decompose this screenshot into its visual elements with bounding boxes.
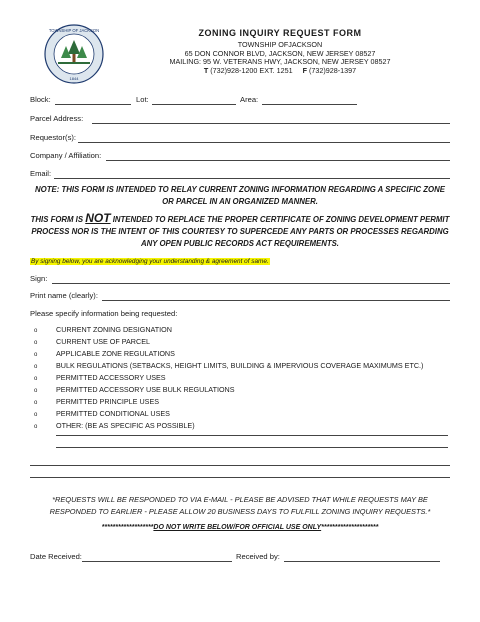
other-line-4[interactable] — [30, 477, 450, 478]
received-by-label: Received by: — [236, 552, 283, 561]
print-name-field[interactable] — [102, 300, 450, 301]
bullet-icon: o — [34, 328, 38, 334]
street-address: 65 DON CONNOR BLVD, JACKSON, NEW JERSEY 08527 — [184, 48, 376, 58]
main-notice-not: NOT — [85, 211, 111, 225]
township-seal — [44, 24, 104, 84]
parcel-address-label: Parcel Address: — [30, 114, 86, 123]
seal-year: 1844 — [69, 76, 79, 81]
option-label: APPLICABLE ZONE REGULATIONS — [56, 349, 175, 358]
lot-label: Lot: — [136, 95, 151, 104]
bullet-icon: o — [34, 364, 38, 370]
main-notice — [30, 212, 450, 250]
option-label: OTHER: (BE AS SPECIFIC AS POSSIBLE) — [56, 421, 195, 430]
option-item[interactable] — [34, 408, 423, 420]
option-label: BULK REGULATIONS (SETBACKS, HEIGHT LIMITS, BUILDING & IMPERVIOUS COVERAGE MAXIMUMS ETC.) — [56, 361, 424, 370]
option-item[interactable] — [34, 324, 423, 336]
contact-line — [130, 67, 430, 76]
specify-label: Please specify information being requested: — [30, 309, 178, 318]
option-label: PERMITTED CONDITIONAL USES — [56, 409, 170, 418]
mailing-address: MAILING: 95 W. VETERANS HWY, JACKSON, NEW JERSEY 08527 — [169, 57, 391, 67]
option-item[interactable] — [34, 336, 423, 348]
option-label: PERMITTED ACCESSORY USES — [56, 373, 166, 382]
sign-label: Sign: — [30, 274, 50, 283]
email-label: Email: — [30, 169, 54, 178]
other-line-2[interactable] — [56, 447, 448, 448]
option-item[interactable] — [34, 420, 423, 432]
note-notice: NOTE: THIS FORM IS INTENDED TO RELAY CURRENT ZONING INFORMATION REGARDING A SPECIFIC ZONE OR PARCEL IN AN ORGANIZED MANNER. — [35, 185, 445, 206]
other-line-1[interactable] — [56, 435, 448, 436]
acknowledge-text: By signing below, you are acknowledging your understanding & agreement of same. — [31, 258, 269, 265]
option-label: CURRENT USE OF PARCEL — [56, 337, 150, 346]
main-notice-rest: INTENDED TO REPLACE THE PROPER CERTIFICATE OF ZONING DEVELOPMENT PERMIT PROCESS NOR IS THE INTENT OF THIS COURTESY TO SUPERCEDE ANY PARTS OR PROCESSES REGARDING ANY OPEN PUBLIC RECORDS ACT REQUIREMENTS. — [31, 215, 450, 248]
company-label: Company / Affiliation: — [30, 151, 104, 160]
option-item[interactable] — [34, 384, 423, 396]
main-notice-start: THIS FORM IS — [30, 215, 86, 224]
bullet-icon: o — [34, 352, 38, 358]
bullet-icon: o — [34, 424, 38, 430]
phone-label: T — [203, 65, 209, 75]
block-field[interactable] — [55, 104, 131, 105]
option-item[interactable] — [34, 396, 423, 408]
date-received-field[interactable] — [82, 561, 232, 562]
email-field[interactable] — [54, 178, 450, 179]
requestor-field[interactable] — [78, 142, 450, 143]
official-use-banner — [30, 524, 450, 531]
other-line-3[interactable] — [30, 465, 450, 466]
bullet-icon: o — [34, 400, 38, 406]
stars-left: ******************* — [101, 524, 154, 531]
seal-text: TOWNSHIP OF JACKSON — [48, 28, 100, 33]
option-item[interactable] — [34, 360, 423, 372]
requestor-label: Requestor(s): — [30, 133, 79, 142]
lot-field[interactable] — [152, 104, 236, 105]
sign-field[interactable] — [52, 283, 450, 284]
parcel-address-field[interactable] — [92, 123, 450, 124]
option-label: CURRENT ZONING DESIGNATION — [56, 325, 172, 334]
received-by-field[interactable] — [284, 561, 440, 562]
date-received-label: Date Received: — [30, 552, 85, 561]
form-header — [130, 28, 430, 75]
bullet-icon: o — [34, 340, 38, 346]
area-field[interactable] — [262, 104, 357, 105]
fax-label: F — [302, 65, 307, 75]
option-item[interactable] — [34, 348, 423, 360]
option-label: PERMITTED PRINCIPLE USES — [56, 397, 160, 406]
form-title: ZONING INQUIRY REQUEST FORM — [198, 28, 362, 38]
bullet-icon: o — [34, 376, 38, 382]
response-notice: *REQUESTS WILL BE RESPONDED TO VIA E-MAIL - PLEASE BE ADVISED THAT WHILE REQUESTS MAY BE RESPONDED TO EARLIER - PLEASE ALLOW 20 BUSINESS DAYS TO FULFILL ZONING INQUIRY REQUESTS.* — [49, 495, 431, 516]
option-item[interactable] — [34, 372, 423, 384]
fax-number: (732)928-1397 — [308, 65, 357, 75]
bullet-icon: o — [34, 388, 38, 394]
bullet-icon: o — [34, 412, 38, 418]
request-options-list — [34, 324, 423, 432]
print-name-label: Print name (clearly): — [30, 291, 101, 300]
option-label: PERMITTED ACCESSORY USE BULK REGULATIONS — [56, 385, 235, 394]
official-use-text: DO NOT WRITE BELOW/FOR OFFICIAL USE ONLY — [153, 524, 322, 531]
area-label: Area: — [240, 95, 261, 104]
stars-right: ********************* — [321, 524, 379, 531]
township-name: TOWNSHIP OFJACKSON — [237, 40, 323, 49]
company-field[interactable] — [106, 160, 450, 161]
phone-number: (732)928-1200 EXT. 1251 — [210, 65, 293, 75]
block-label: Block: — [30, 95, 53, 104]
